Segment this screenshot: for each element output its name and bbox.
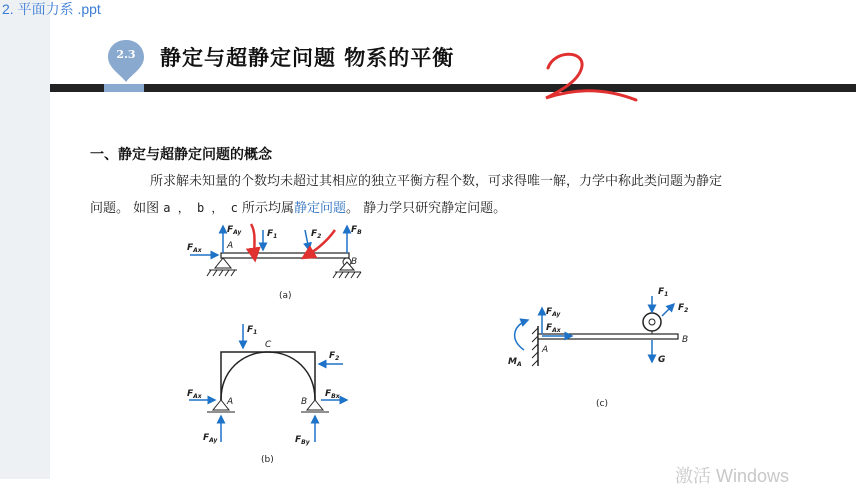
caption-c: (c) [596, 399, 608, 409]
paragraph-line-2a: 问题。 如图 [90, 201, 164, 216]
slide-canvas [50, 24, 856, 479]
label-f2: $F_2$ [678, 303, 689, 314]
title-divider-accent [104, 84, 144, 92]
file-title[interactable]: 2. 平面力系 .ppt [2, 1, 101, 17]
label-fay: $F_{Ay}$ [227, 225, 242, 236]
section-badge [106, 38, 146, 74]
caption-b: (b) [261, 455, 274, 465]
section-heading: 一、静定与超静定问题的概念 [90, 147, 272, 163]
paragraph-figure-refs: a ， b ， c [163, 201, 238, 215]
label-fa: $F_{Ax}$ [187, 243, 202, 254]
label-fb: $F_B$ [351, 225, 362, 236]
figure-a-beam [185, 220, 375, 330]
label-b: B [301, 397, 308, 407]
label-f1: $F_1$ [658, 287, 669, 298]
handwritten-annotation-2 [540, 46, 660, 106]
figure-c-cantilever [502, 282, 712, 412]
label-f1: $F_1$ [247, 325, 258, 336]
figure-b-arch [185, 322, 360, 467]
label-a: A [227, 397, 234, 407]
label-fax: $F_{Ax}$ [546, 323, 561, 334]
label-f1: $F_1$ [267, 229, 278, 240]
paragraph-line-2c: 。 静力学只研究静定问题。 [346, 201, 507, 216]
label-fay: $F_{Ay}$ [546, 307, 561, 318]
paragraph-line-1: 所求解未知量的个数均未超过其相应的独立平衡方程个数，可求得唯一解，力学中称此类问题为静定 [150, 174, 723, 189]
label-f2: $F_2$ [311, 229, 322, 240]
static-problem-link[interactable]: 静定问题 [293, 201, 346, 216]
label-c: C [265, 340, 272, 350]
label-g: G [658, 355, 666, 365]
paragraph-line-2b: 所示均属 [237, 201, 294, 216]
section-number: 2.3 [116, 48, 136, 61]
left-panel [0, 0, 50, 479]
label-fbx: $F_{Bx}$ [325, 389, 340, 400]
windows-activation-watermark: 激活 Windows [675, 466, 790, 486]
label-fay: $F_{Ay}$ [203, 433, 218, 444]
label-a: A [227, 241, 234, 251]
label-fby: $F_{By}$ [295, 435, 310, 446]
label-b: B [682, 335, 689, 345]
label-b: B [351, 257, 358, 267]
label-fax: $F_{Ax}$ [187, 389, 202, 400]
label-a: A [542, 345, 549, 355]
slide-title: 静定与超静定问题 物系的平衡 [160, 46, 455, 70]
caption-a: (a) [279, 291, 292, 301]
label-ma: $M_A$ [508, 357, 522, 368]
body-paragraph [90, 168, 850, 222]
title-divider [50, 84, 856, 92]
label-f2: $F_2$ [329, 351, 340, 362]
